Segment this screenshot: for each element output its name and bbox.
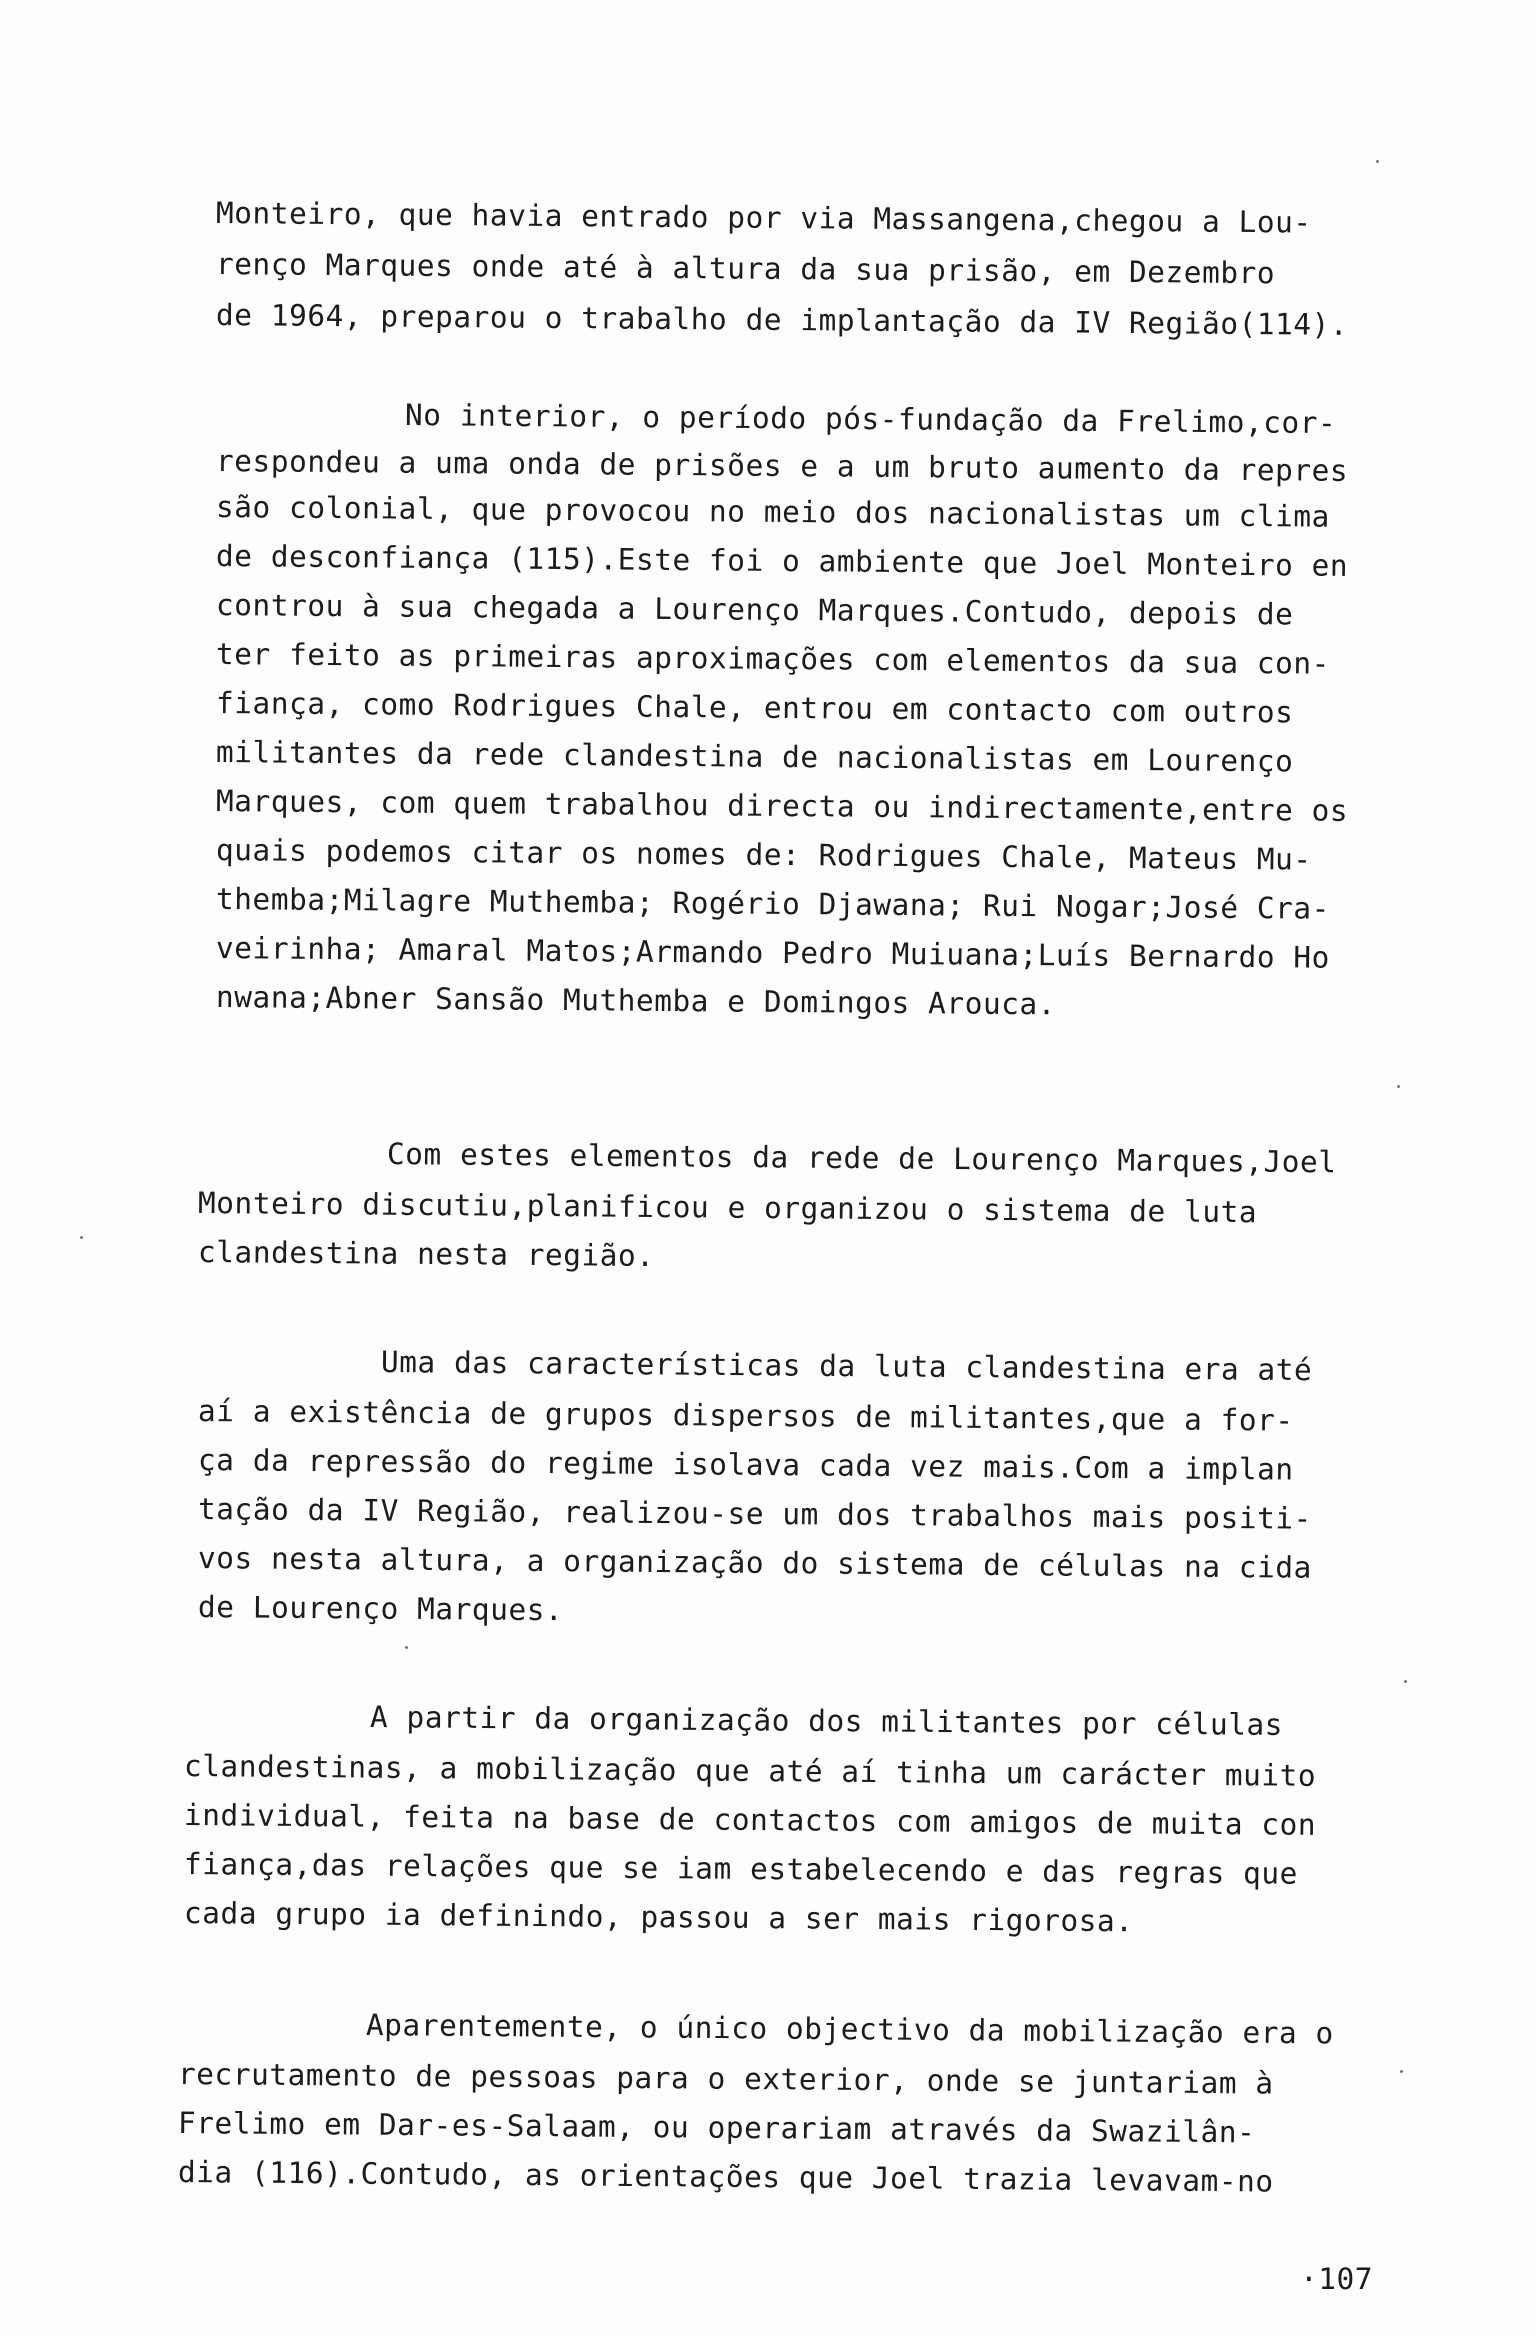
text-line: quais podemos citar os nomes de: Rodrigues Chale, Mateus Mu- xyxy=(215,833,1312,877)
text-line: ça da repressão do regime isolava cada vez mais.Com a implan xyxy=(197,1443,1294,1487)
scan-speck xyxy=(405,1646,408,1649)
text-line: são colonial, que provocou no meio dos nacionalistas um clima xyxy=(215,490,1330,534)
text-line: No interior, o período pós-fundação da Frelimo,cor- xyxy=(404,398,1337,441)
text-line: de 1964, preparou o trabalho de implantação da IV Região(114). xyxy=(215,298,1349,342)
text-line: clandestinas, a mobilização que até aí tinha um carácter muito xyxy=(183,1749,1317,1793)
text-line: A partir da organização dos militantes por células xyxy=(369,1700,1284,1742)
text-line: controu à sua chegada a Lourenço Marques.Contudo, depois de xyxy=(215,588,1294,632)
text-line: militantes da rede clandestina de nacionalistas em Lourenço xyxy=(215,735,1294,779)
text-line: clandestina nesta região. xyxy=(197,1235,655,1273)
page-number: ·107 xyxy=(1300,2262,1374,2296)
scan-speck xyxy=(1404,1680,1407,1683)
text-line: Aparentemente, o único objectivo da mobilização era o xyxy=(365,2008,1334,2051)
scan-speck xyxy=(80,1236,83,1239)
scan-speck xyxy=(1376,160,1379,163)
text-line: veirinha; Amaral Matos;Armando Pedro Muiuana;Luís Bernardo Ho xyxy=(215,931,1330,975)
text-line: tação da IV Região, realizou-se um dos trabalhos mais positi- xyxy=(197,1492,1312,1536)
text-line: Monteiro discutiu,planificou e organizou o sistema de luta xyxy=(197,1186,1258,1230)
text-line: Marques, com quem trabalhou directa ou indirectamente,entre os xyxy=(215,784,1349,828)
text-line: Com estes elementos da rede de Lourenço Marques,Joel xyxy=(386,1137,1337,1180)
text-line: aí a existência de grupos dispersos de militantes,que a for- xyxy=(197,1394,1294,1438)
text-line: themba;Milagre Muthemba; Rogério Djawana; Rui Nogar;José Cra- xyxy=(215,882,1330,926)
text-line: recrutamento de pessoas para o exterior, onde se juntariam à xyxy=(177,2057,1274,2101)
text-line: renço Marques onde até à altura da sua prisão, em Dezembro xyxy=(215,247,1276,291)
text-line: Monteiro, que havia entrado por via Massangena,chegou a Lou- xyxy=(215,196,1312,240)
text-line: dia (116).Contudo, as orientações que Joel trazia levavam-no xyxy=(177,2155,1274,2199)
text-line: fiança, como Rodrigues Chale, entrou em contacto com outros xyxy=(215,686,1294,730)
text-line: individual, feita na base de contactos com amigos de muita con xyxy=(183,1798,1317,1842)
scan-speck xyxy=(1400,2070,1403,2073)
text-line: ter feito as primeiras aproximações com elementos da sua con- xyxy=(215,637,1330,681)
text-line: Uma das características da luta clandestina era até xyxy=(380,1345,1313,1388)
text-line: cada grupo ia definindo, passou a ser mais rigorosa. xyxy=(183,1896,1134,1939)
text-line: respondeu a uma onda de prisões e a um bruto aumento da repres xyxy=(215,444,1349,488)
text-line: Frelimo em Dar-es-Salaam, ou operariam através da Swazilân- xyxy=(177,2106,1256,2150)
text-line: de desconfiança (115).Este foi o ambiente que Joel Monteiro en xyxy=(215,539,1349,583)
text-line: de Lourenço Marques. xyxy=(197,1590,564,1628)
text-line: vos nesta altura, a organização do sistema de células na cida xyxy=(197,1541,1312,1585)
scan-speck xyxy=(1397,1085,1400,1088)
text-line: nwana;Abner Sansão Muthemba e Domingos Arouca. xyxy=(215,980,1057,1022)
text-line: fiança,das relações que se iam estabelecendo e das regras que xyxy=(183,1847,1298,1891)
